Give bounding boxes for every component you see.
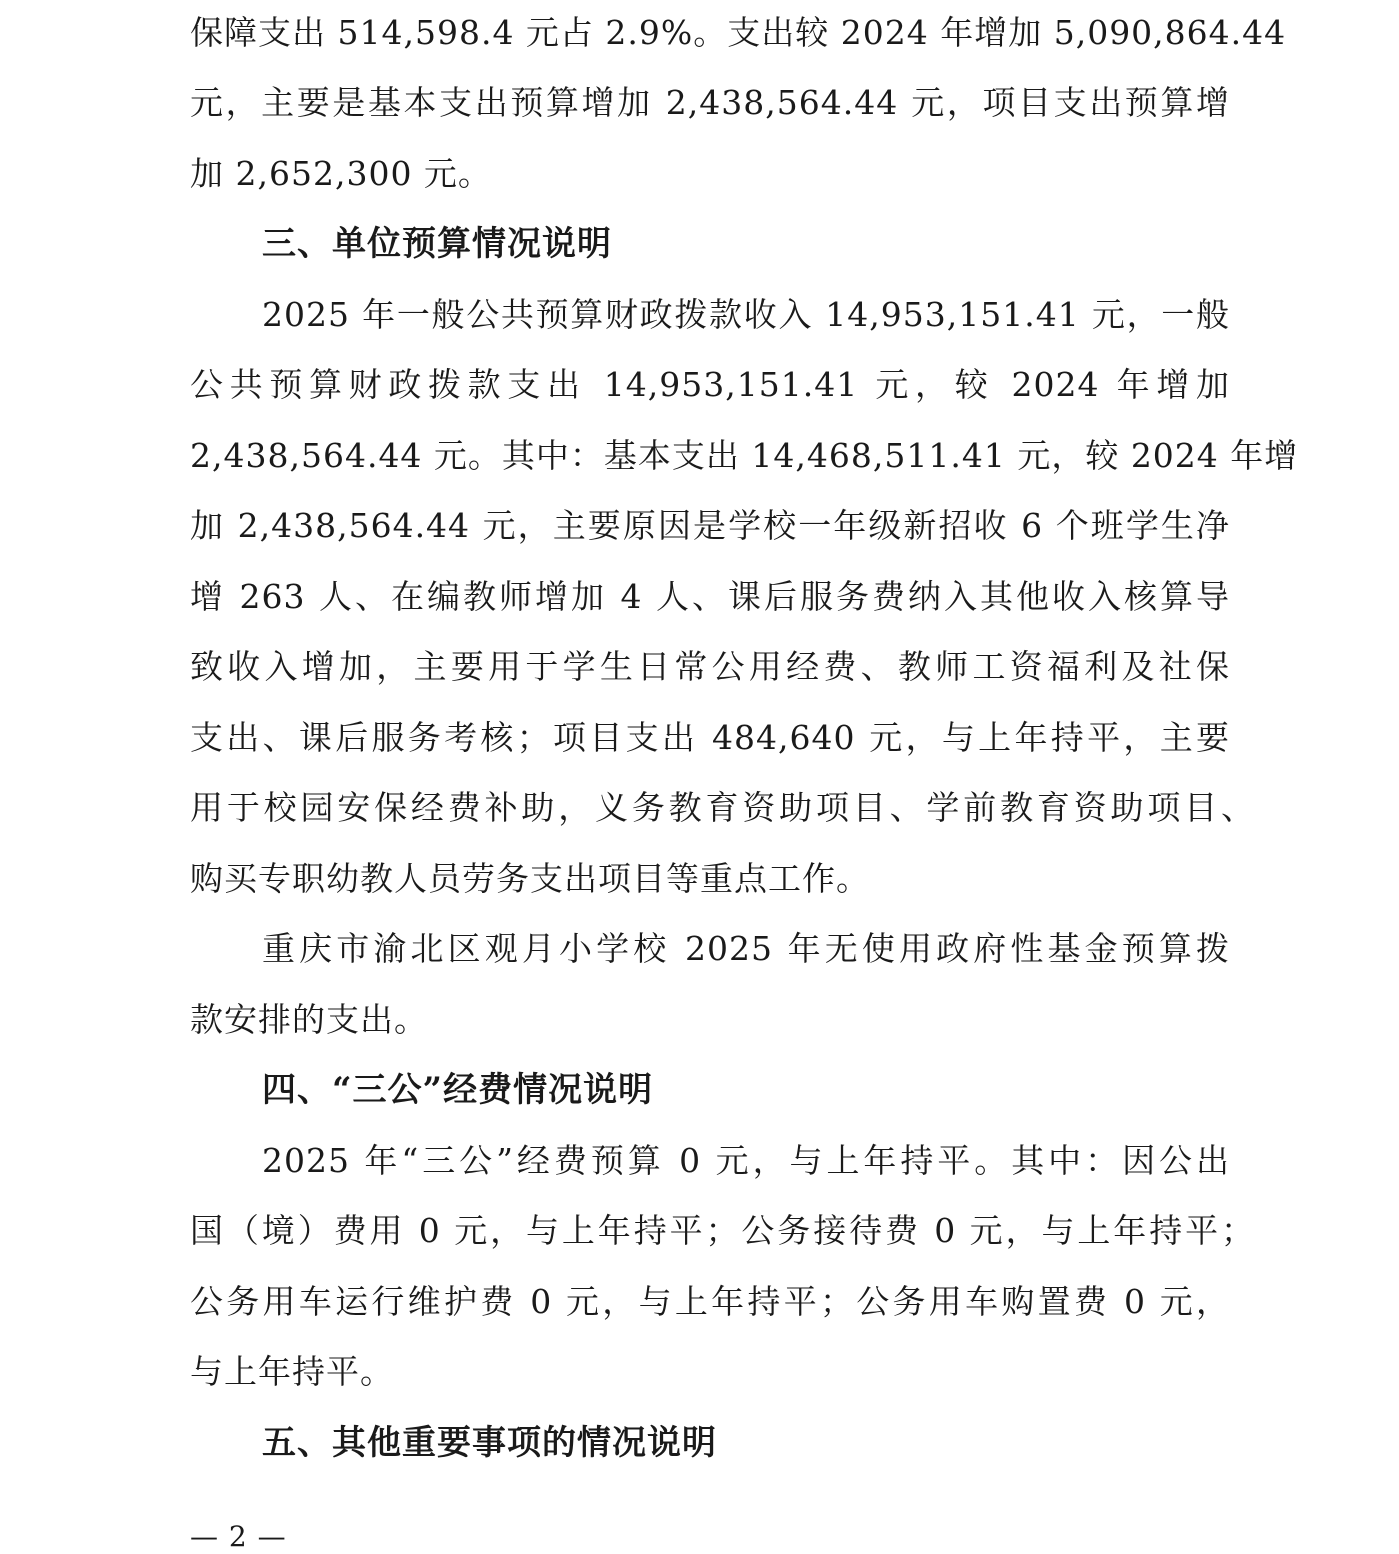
paragraph-line: 国（境）费用 0 元，与上年持平；公务接待费 0 元，与上年持平；: [190, 1211, 1255, 1250]
paragraph-line: 元，主要是基本支出预算增加 2,438,564.44 元，项目支出预算增: [190, 83, 1230, 122]
paragraph-line: 款安排的支出。: [190, 1000, 428, 1039]
section-heading-three-public: 四、“三公”经费情况说明: [262, 1070, 654, 1110]
section-heading-other-matters: 五、其他重要事项的情况说明: [262, 1423, 717, 1463]
page-number: — 2 —: [190, 1520, 287, 1553]
paragraph-line: 用于校园安保经费补助，义务教育资助项目、学前教育资助项目、: [190, 788, 1255, 827]
paragraph-line: 支出、课后服务考核；项目支出 484,640 元，与上年持平，主要: [190, 718, 1230, 757]
paragraph-line: 公共预算财政拨款支出 14,953,151.41 元，较 2024 年增加: [190, 365, 1230, 404]
paragraph-line: 加 2,438,564.44 元，主要原因是学校一年级新招收 6 个班学生净: [190, 506, 1230, 545]
section-heading-unit-budget: 三、单位预算情况说明: [262, 224, 612, 264]
paragraph-line: 与上年持平。: [190, 1352, 394, 1391]
paragraph-line: 重庆市渝北区观月小学校 2025 年无使用政府性基金预算拨: [262, 929, 1230, 968]
paragraph-line: 致收入增加，主要用于学生日常公用经费、教师工资福利及社保: [190, 647, 1230, 686]
paragraph-line: 2,438,564.44 元。其中：基本支出 14,468,511.41 元，较 2024 年增: [190, 436, 1299, 475]
paragraph-line: 2025 年一般公共预算财政拨款收入 14,953,151.41 元，一般: [262, 295, 1230, 334]
paragraph-line: 保障支出 514,598.4 元占 2.9%。支出较 2024 年增加 5,090,864.44: [190, 13, 1287, 52]
paragraph-line: 公务用车运行维护费 0 元，与上年持平；公务用车购置费 0 元，: [190, 1282, 1230, 1321]
paragraph-line: 加 2,652,300 元。: [190, 154, 492, 193]
paragraph-line: 购买专职幼教人员劳务支出项目等重点工作。: [190, 859, 870, 898]
paragraph-line: 增 263 人、在编教师增加 4 人、课后服务费纳入其他收入核算导: [190, 577, 1230, 616]
paragraph-line: 2025 年“三公”经费预算 0 元，与上年持平。其中：因公出: [262, 1141, 1230, 1180]
document-page: [190, 0, 1299, 1554]
